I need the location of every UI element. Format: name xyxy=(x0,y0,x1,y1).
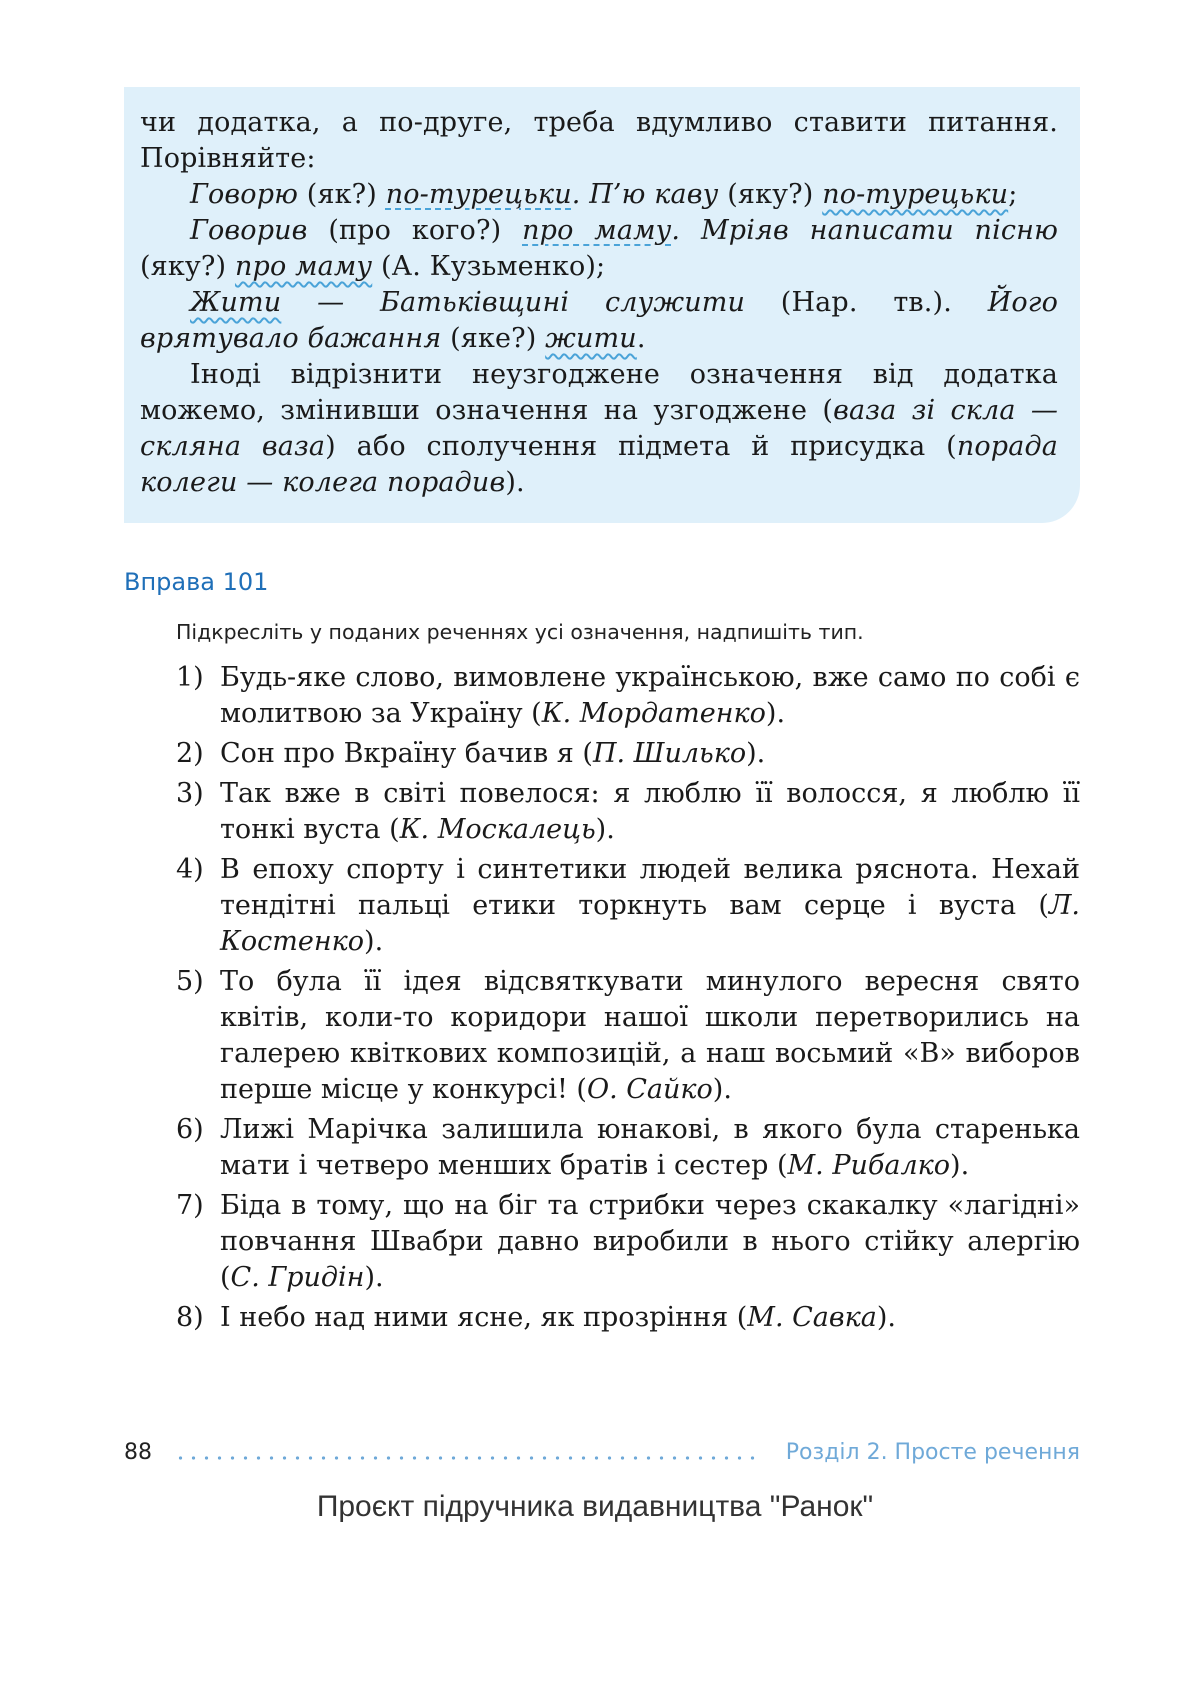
list-item: 4) В епоху спорту і синтетики людей велика ряснота. Нехай тендітні пальці етики торкнуть вам серце і вуста (Л. Костенко). xyxy=(176,854,1080,957)
rule-example-1: Говорю (як?) по-турецьки. П’ю каву (яку?) по-турецьки; xyxy=(190,179,1018,210)
rule-line-1: чи додатка, а по-друге, треба вдумливо ставити питання. Порівняйте: xyxy=(140,107,1058,174)
list-item: 6) Лижі Марічка залишила юнакові, в якого була старенька мати і четверо менших братів і сестер (М. Рибалко). xyxy=(176,1114,1080,1181)
list-item: 1) Будь-яке слово, вимовлене українською, вже само по собі є молитвою за Україну (К. Мордатенко). xyxy=(176,662,1080,729)
page-number: 88 xyxy=(124,1440,152,1465)
dotted-leader xyxy=(174,1456,762,1460)
attribute-underline: по-турецьки xyxy=(822,179,1009,210)
section-title: Розділ 2. Просте речення xyxy=(785,1440,1080,1465)
list-item: 3) Так вже в світі повелося: я люблю її волосся, я люблю її тонкі вуста (К. Москалець). xyxy=(176,778,1080,845)
page-footer xyxy=(124,1440,1080,1476)
rule-example-3: Жити — Батьківщині служити (Нар. тв.). Його врятувало бажання (яке?) жити. xyxy=(140,287,1058,354)
adverbial-underline: по-турецьки xyxy=(385,179,572,210)
list-item: 2) Сон про Вкраїну бачив я (П. Шилько). xyxy=(176,738,766,769)
list-item: 5) То була її ідея відсвяткувати минулого вересня свято квітів, коли-то коридори нашої школи перетворились на галерею квіткових композицій, а наш восьмий «В» виборов перше місце у конкурсі! (О. Сайко). xyxy=(176,966,1080,1105)
subject-underline: Жити xyxy=(190,287,282,318)
rule-paragraph: Іноді відрізнити неузгоджене означення від додатка можемо, змінивши означення на узгоджене (ваза зі скла — скляна ваза) або сполучення підмета й присудка (порада колеги — колега порадив). xyxy=(140,359,1058,498)
list-item: 8) І небо над ними ясне, як прозріння (М. Савка). xyxy=(176,1302,896,1333)
exercise-list xyxy=(176,660,1080,1340)
attribute-underline: жити xyxy=(545,323,637,354)
rule-example-2: Говорив (про кого?) про маму. Мріяв написати пісню (яку?) про маму (А. Кузьменко); xyxy=(140,215,1059,282)
rule-box xyxy=(124,87,1080,523)
exercise-task: Підкресліть у поданих реченнях усі означення, надпишіть тип. xyxy=(176,620,864,644)
object-underline: про маму xyxy=(522,215,672,246)
list-item: 7) Біда в тому, що на біг та стрибки через скакалку «лагідні» повчання Швабри давно виробили в нього стійку алергію (С. Гридін). xyxy=(176,1190,1080,1293)
watermark-text: Проєкт підручника видавництва "Ранок" xyxy=(316,1490,874,1523)
exercise-title: Вправа 101 xyxy=(124,568,269,596)
attribute-underline: про маму xyxy=(234,251,373,282)
